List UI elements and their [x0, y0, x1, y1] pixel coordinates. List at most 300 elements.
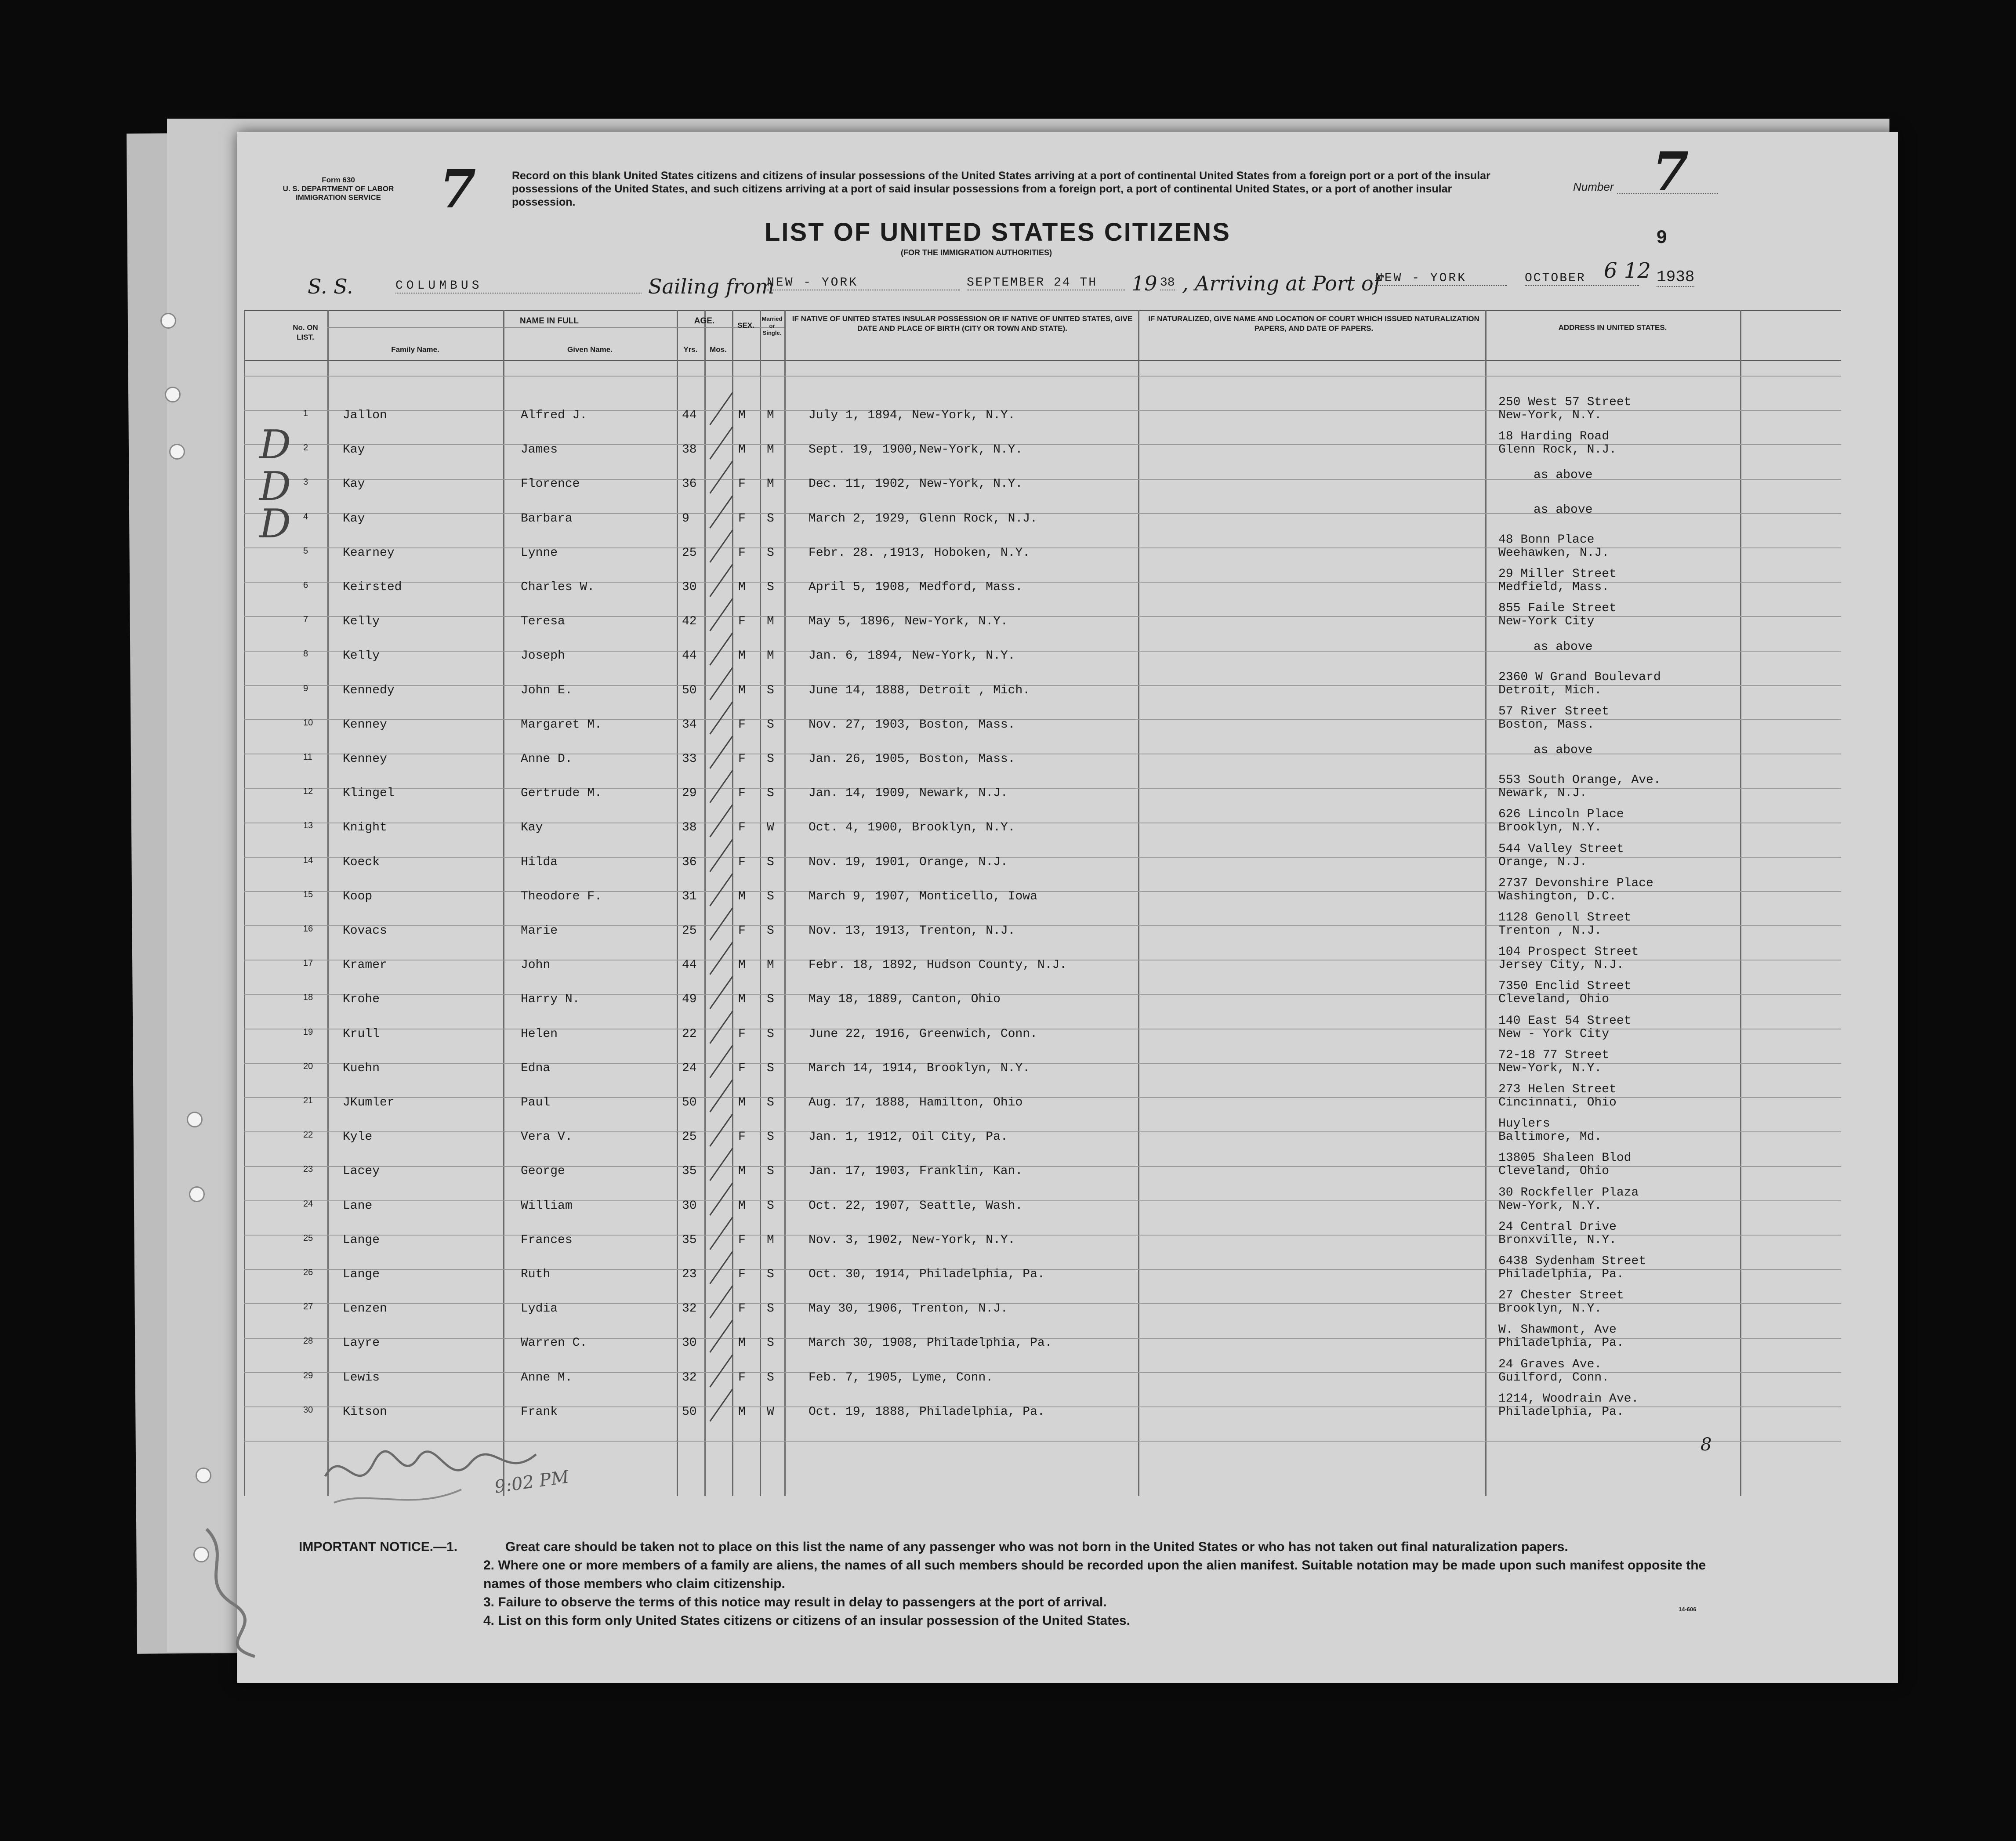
table-top-rule — [244, 310, 1841, 311]
inspector-signature — [316, 1437, 545, 1520]
address-line-1: 7350 Enclid Street — [1498, 979, 1632, 993]
sex: M — [738, 1336, 746, 1350]
sex: F — [738, 1268, 746, 1281]
family-name: Kay — [343, 443, 365, 457]
address-line-2: Philadelphia, Pa. — [1498, 1268, 1624, 1281]
address-line-2: Medfield, Mass. — [1498, 580, 1610, 594]
family-name: Kay — [343, 477, 365, 491]
sex: M — [738, 1096, 746, 1109]
row-rule — [244, 857, 1841, 858]
row-number: 7 — [303, 615, 308, 625]
sex: F — [738, 1233, 746, 1247]
given-name: John E. — [521, 683, 573, 697]
birth-date-place: Aug. 17, 1888, Hamilton, Ohio — [809, 1096, 1023, 1109]
age: 50 — [682, 683, 697, 697]
address-line-2: Baltimore, Md. — [1498, 1130, 1602, 1144]
address-line-1: 1214, Woodrain Ave. — [1498, 1392, 1639, 1406]
given-name: Gertrude M. — [521, 786, 602, 801]
family-name: Kelly — [343, 615, 380, 629]
subheader-rule — [327, 327, 784, 328]
marital-status: M — [767, 477, 774, 491]
given-name: Helen — [521, 1027, 558, 1041]
given-name: Alfred J. — [521, 409, 587, 422]
row-number: 18 — [303, 993, 313, 1003]
given-name: Charles W. — [521, 580, 595, 594]
row-number: 27 — [303, 1302, 313, 1312]
given-name: Anne D. — [521, 752, 573, 766]
sailing-from-label: Sailing from — [648, 275, 775, 298]
col-rule — [1740, 310, 1741, 1496]
birth-date-place: Nov. 3, 1902, New-York, N.Y. — [809, 1233, 1015, 1247]
col-rule — [1485, 310, 1487, 1496]
sex: F — [738, 786, 746, 801]
row-number: 9 — [303, 683, 308, 693]
marital-status: S — [767, 718, 774, 732]
family-name: Kelly — [343, 649, 380, 663]
marital-status: S — [767, 1061, 774, 1075]
family-name: Koop — [343, 889, 373, 903]
row-number: 13 — [303, 821, 313, 831]
given-name: Anne M. — [521, 1370, 573, 1384]
row-rule — [244, 651, 1841, 652]
sex: F — [738, 1302, 746, 1316]
notice-item-1: Great care should be taken not to place on this list the name of any passenger who was not born in the United States or who has not taken out final naturalization papers. — [505, 1540, 1568, 1554]
address-line-1: 250 West 57 Street — [1498, 395, 1632, 409]
birth-date-place: Oct. 30, 1914, Philadelphia, Pa. — [809, 1268, 1045, 1281]
age: 35 — [682, 1164, 697, 1178]
row-number: 23 — [303, 1164, 313, 1174]
address-line-1: 855 Faile Street — [1498, 602, 1617, 616]
age: 32 — [682, 1302, 697, 1316]
col-header-given-name: Given Name. — [567, 345, 613, 354]
age: 24 — [682, 1061, 697, 1075]
row-number: 21 — [303, 1096, 313, 1105]
birth-date-place: Jan. 17, 1903, Franklin, Kan. — [809, 1164, 1023, 1178]
ship-name: COLUMBUS — [395, 279, 642, 294]
marital-status: W — [767, 821, 774, 835]
given-name: Frances — [521, 1233, 573, 1247]
sailing-year: 38 — [1160, 276, 1175, 290]
birth-date-place: Nov. 19, 1901, Orange, N.J. — [809, 855, 1008, 869]
marital-status: S — [767, 1027, 774, 1041]
row-number: 19 — [303, 1027, 313, 1037]
col-header-naturalized: IF NATURALIZED, GIVE NAME AND LOCATION OF COURT WHICH ISSUED NATURALIZATION PAPERS, AND DATE OF PAPERS. — [1148, 315, 1479, 333]
sex: F — [738, 1370, 746, 1384]
birth-date-place: Oct. 19, 1888, Philadelphia, Pa. — [809, 1405, 1045, 1419]
sex: M — [738, 649, 746, 663]
col-rule — [677, 310, 678, 1496]
address-line-1: as above — [1534, 503, 1593, 517]
row-number: 29 — [303, 1370, 313, 1381]
given-name: Hilda — [521, 855, 558, 869]
age: 30 — [682, 580, 697, 594]
family-name: Kitson — [343, 1405, 387, 1419]
age: 38 — [682, 821, 697, 835]
address-line-2: Newark, N.J. — [1498, 786, 1587, 801]
family-name: Kramer — [343, 958, 387, 972]
birth-date-place: Sept. 19, 1900,New-York, N.Y. — [809, 443, 1023, 457]
marital-status: S — [767, 511, 774, 525]
marital-status: S — [767, 752, 774, 766]
marital-status: S — [767, 1268, 774, 1281]
birth-date-place: March 14, 1914, Brooklyn, N.Y. — [809, 1061, 1030, 1075]
form-id-block — [281, 176, 395, 202]
marital-status: M — [767, 1233, 774, 1247]
given-name: Florence — [521, 477, 580, 491]
col-rule — [784, 310, 786, 1496]
row-number: 8 — [303, 649, 308, 659]
family-name: Layre — [343, 1336, 380, 1350]
sex: F — [738, 718, 746, 732]
col-header-age: AGE. — [694, 316, 715, 326]
address-line-1: 24 Central Drive — [1498, 1220, 1617, 1234]
family-name: Kenney — [343, 718, 387, 732]
row-number: 28 — [303, 1336, 313, 1346]
birth-date-place: April 5, 1908, Medford, Mass. — [809, 580, 1023, 594]
notice-item-3: 3. Failure to observe the terms of this notice may result in delay to passengers at the port of arrival. — [483, 1595, 1107, 1609]
address-line-1: 30 Rockfeller Plaza — [1498, 1185, 1639, 1200]
address-line-2: Washington, D.C. — [1498, 889, 1617, 903]
birth-date-place: Jan. 14, 1909, Newark, N.J. — [809, 786, 1008, 801]
age: 30 — [682, 1199, 697, 1213]
address-line-1: 48 Bonn Place — [1498, 533, 1595, 547]
sailing-date: SEPTEMBER 24 TH — [967, 276, 1125, 290]
col-rule — [503, 310, 504, 1496]
given-name: George — [521, 1164, 565, 1178]
marital-status: S — [767, 683, 774, 697]
row-number: 22 — [303, 1130, 313, 1140]
family-name: Krohe — [343, 993, 380, 1007]
row-number: 14 — [303, 855, 313, 865]
row-number: 10 — [303, 718, 313, 728]
address-line-2: New - York City — [1498, 1027, 1610, 1041]
marital-status: S — [767, 1130, 774, 1144]
address-line-2: Philadelphia, Pa. — [1498, 1405, 1624, 1419]
address-line-2: Detroit, Mich. — [1498, 683, 1602, 697]
birth-date-place: March 9, 1907, Monticello, Iowa — [809, 889, 1037, 903]
sex: M — [738, 993, 746, 1007]
row-number: 16 — [303, 924, 313, 934]
corner-number: 8 — [1701, 1435, 1712, 1455]
address-line-2: Brooklyn, N.Y. — [1498, 1302, 1602, 1316]
sex: F — [738, 511, 746, 525]
row-number: 26 — [303, 1268, 313, 1277]
age: 36 — [682, 855, 697, 869]
header-bottom-rule — [244, 360, 1841, 361]
sex: F — [738, 821, 746, 835]
col-header-sex: SEX. — [737, 321, 754, 330]
family-name: Lange — [343, 1268, 380, 1281]
row-rule — [244, 513, 1841, 514]
marital-status: S — [767, 1370, 774, 1384]
sex: F — [738, 752, 746, 766]
family-name: Klingel — [343, 786, 395, 801]
col-rule — [760, 310, 761, 1496]
family-name: Kuehn — [343, 1061, 380, 1075]
given-name: Lydia — [521, 1302, 558, 1316]
birth-date-place: May 5, 1896, New-York, N.Y. — [809, 615, 1008, 629]
address-line-2: Orange, N.J. — [1498, 855, 1587, 869]
family-name: Keirsted — [343, 580, 402, 594]
row-rule — [244, 376, 1841, 377]
age: 33 — [682, 752, 697, 766]
birth-date-place: Oct. 22, 1907, Seattle, Wash. — [809, 1199, 1023, 1213]
service-name: IMMIGRATION SERVICE — [296, 193, 381, 202]
birth-date-place: Febr. 18, 1892, Hudson County, N.J. — [809, 958, 1067, 972]
address-line-2: Cleveland, Ohio — [1498, 993, 1610, 1007]
given-name: Vera V. — [521, 1130, 573, 1144]
family-name: Kearney — [343, 546, 395, 560]
arriving-port: NEW - YORK — [1375, 272, 1507, 286]
address-line-1: 27 Chester Street — [1498, 1289, 1624, 1303]
family-name: Kyle — [343, 1130, 373, 1144]
page-subtitle: (FOR THE IMMIGRATION AUTHORITIES) — [901, 248, 1052, 257]
col-header-no: No. ON LIST. — [293, 323, 318, 341]
sex: M — [738, 1199, 746, 1213]
row-number: 3 — [303, 477, 308, 487]
address-line-2: Cincinnati, Ohio — [1498, 1096, 1617, 1109]
given-name: Edna — [521, 1061, 551, 1075]
stamp-d: D — [259, 464, 291, 510]
family-name: Lewis — [343, 1370, 380, 1384]
birth-date-place: Oct. 4, 1900, Brooklyn, N.Y. — [809, 821, 1015, 835]
sex: F — [738, 855, 746, 869]
notice-item-4: 4. List on this form only United States citizens or citizens of an insular possession of the United States. — [483, 1613, 1130, 1628]
address-line-1: 2737 Devonshire Place — [1498, 876, 1653, 890]
signature-time: 9:02 PM — [493, 1467, 570, 1497]
family-name: Kennedy — [343, 683, 395, 697]
arriving-year: 1938 — [1657, 268, 1695, 286]
stamp-d: D — [259, 422, 291, 468]
age: 49 — [682, 993, 697, 1007]
age: 35 — [682, 1233, 697, 1247]
address-line-1: 140 East 54 Street — [1498, 1014, 1632, 1028]
age: 25 — [682, 1130, 697, 1144]
address-line-1: 72-18 77 Street — [1498, 1048, 1610, 1062]
form-number: Form 630 — [322, 176, 355, 184]
marital-status: S — [767, 924, 774, 938]
address-line-2: New-York City — [1498, 615, 1595, 629]
age: 29 — [682, 786, 697, 801]
marital-status: S — [767, 1199, 774, 1213]
sex: F — [738, 477, 746, 491]
birth-date-place: Nov. 27, 1903, Boston, Mass. — [809, 718, 1015, 732]
address-line-2: Brooklyn, N.Y. — [1498, 821, 1602, 835]
col-rule — [244, 310, 245, 1496]
marital-status: S — [767, 1096, 774, 1109]
address-line-2: Boston, Mass. — [1498, 718, 1595, 732]
marital-status: M — [767, 649, 774, 663]
sex: M — [738, 683, 746, 697]
sex: M — [738, 1405, 746, 1419]
birth-date-place: Jan. 1, 1912, Oil City, Pa. — [809, 1130, 1008, 1144]
given-name: William — [521, 1199, 573, 1213]
marital-status: M — [767, 958, 774, 972]
given-name: Kay — [521, 821, 543, 835]
address-line-2: New-York, N.Y. — [1498, 409, 1602, 422]
age: 25 — [682, 546, 697, 560]
notice-item-2: 2. Where one or more members of a family are aliens, the names of all such members should be recorded upon the alien manifest. Suitable notation may be made upon such manifest opposite the names of those members who claim citizenship. — [483, 1558, 1706, 1591]
family-name: Koeck — [343, 855, 380, 869]
ss-label: S. S. — [308, 275, 353, 298]
form-code: 14-606 — [1679, 1606, 1697, 1613]
address-line-1: as above — [1534, 743, 1593, 757]
given-name: Lynne — [521, 546, 558, 560]
address-line-1: 18 Harding Road — [1498, 430, 1610, 444]
sex: M — [738, 889, 746, 903]
sex: F — [738, 924, 746, 938]
row-rule — [244, 479, 1841, 480]
number-label: Number — [1573, 180, 1614, 193]
family-name: Kay — [343, 511, 365, 525]
sex: F — [738, 1061, 746, 1075]
given-name: John — [521, 958, 551, 972]
row-number: 17 — [303, 958, 313, 968]
marital-status: S — [767, 1302, 774, 1316]
address-line-1: 57 River Street — [1498, 704, 1610, 718]
age: 44 — [682, 958, 697, 972]
given-name: Warren C. — [521, 1336, 587, 1350]
marital-status: M — [767, 615, 774, 629]
page-mark: 9 — [1657, 226, 1667, 247]
age: 32 — [682, 1370, 697, 1384]
address-line-1: 273 Helen Street — [1498, 1083, 1617, 1096]
marital-status: S — [767, 580, 774, 594]
address-line-1: as above — [1534, 640, 1593, 654]
birth-date-place: June 14, 1888, Detroit , Mich. — [809, 683, 1030, 697]
family-name: JKumler — [343, 1096, 395, 1109]
row-number: 4 — [303, 511, 308, 522]
address-line-1: 13805 Shaleen Blod — [1498, 1151, 1632, 1165]
birth-date-place: Jan. 6, 1894, New-York, N.Y. — [809, 649, 1015, 663]
address-line-1: 104 Prospect Street — [1498, 945, 1639, 959]
age: 22 — [682, 1027, 697, 1041]
address-line-2: Jersey City, N.J. — [1498, 958, 1624, 972]
age: 42 — [682, 615, 697, 629]
col-header-yrs: Yrs. — [683, 345, 698, 354]
birth-date-place: June 22, 1916, Greenwich, Conn. — [809, 1027, 1037, 1041]
sex: F — [738, 615, 746, 629]
birth-date-place: Jan. 26, 1905, Boston, Mass. — [809, 752, 1015, 766]
address-line-1: 626 Lincoln Place — [1498, 808, 1624, 822]
address-line-2: New-York, N.Y. — [1498, 1199, 1602, 1213]
sailing-from-port: NEW - YORK — [767, 276, 960, 290]
given-name: Harry N. — [521, 993, 580, 1007]
birth-date-place: Feb. 7, 1905, Lyme, Conn. — [809, 1370, 993, 1384]
row-number: 12 — [303, 786, 313, 797]
given-name: Frank — [521, 1405, 558, 1419]
address-line-2: Guilford, Conn. — [1498, 1370, 1610, 1384]
row-number: 2 — [303, 443, 308, 453]
col-rule — [732, 310, 733, 1496]
marital-status: S — [767, 889, 774, 903]
address-line-1: 553 South Orange, Ave. — [1498, 773, 1661, 787]
family-name: Kovacs — [343, 924, 387, 938]
family-name: Lenzen — [343, 1302, 387, 1316]
row-number: 30 — [303, 1405, 313, 1415]
age: 25 — [682, 924, 697, 938]
age: 30 — [682, 1336, 697, 1350]
address-line-1: 2360 W Grand Boulevard — [1498, 670, 1661, 684]
age: 36 — [682, 477, 697, 491]
given-name: Theodore F. — [521, 889, 602, 903]
sex: M — [738, 443, 746, 457]
col-rule — [327, 310, 329, 1496]
birth-date-place: May 30, 1906, Trenton, N.J. — [809, 1302, 1008, 1316]
family-name: Jallon — [343, 409, 387, 422]
family-name: Lacey — [343, 1164, 380, 1178]
birth-date-place: March 2, 1929, Glenn Rock, N.J. — [809, 511, 1037, 525]
arriving-label: , Arriving at Port of — [1182, 272, 1381, 295]
age: 9 — [682, 511, 689, 525]
notice-heading: IMPORTANT NOTICE.—1. — [299, 1540, 458, 1554]
family-name: Knight — [343, 821, 387, 835]
row-number: 11 — [303, 752, 312, 762]
age: 38 — [682, 443, 697, 457]
sex: F — [738, 1027, 746, 1041]
form-instructions: Record on this blank United States citizens and citizens of insular possessions of the United States arriving at a port of continental United States from a foreign port or a port of the insular possessions of the United States, and such citizens arriving at a port of said insular possessions from a foreign port, a port of continental United States, or a port of another insular possession. — [512, 170, 1490, 208]
age: 23 — [682, 1268, 697, 1281]
marital-status: S — [767, 1164, 774, 1178]
punch-hole — [165, 387, 181, 402]
number-underline — [1617, 193, 1718, 194]
number-value: 7 — [1652, 141, 1689, 203]
address-line-2: Weehawken, N.J. — [1498, 546, 1610, 560]
row-number: 20 — [303, 1061, 313, 1071]
row-rule — [244, 719, 1841, 720]
given-name: Joseph — [521, 649, 565, 663]
address-line-2: New-York, N.Y. — [1498, 1061, 1602, 1075]
address-line-2: Bronxville, N.Y. — [1498, 1233, 1617, 1247]
address-line-2: Glenn Rock, N.J. — [1498, 443, 1617, 457]
margin-scribble — [193, 1520, 268, 1665]
marital-status: M — [767, 443, 774, 457]
arriving-month: OCTOBER — [1525, 272, 1639, 286]
given-name: James — [521, 443, 558, 457]
stamp-d: D — [259, 501, 291, 547]
birth-date-place: July 1, 1894, New-York, N.Y. — [809, 409, 1015, 422]
birth-date-place: May 18, 1889, Canton, Ohio — [809, 993, 1001, 1007]
col-header-mos: Mos. — [710, 345, 727, 354]
marital-status: S — [767, 546, 774, 560]
age: 31 — [682, 889, 697, 903]
row-number: 5 — [303, 546, 308, 556]
col-header-married-single: Married or Single. — [761, 315, 783, 336]
given-name: Barbara — [521, 511, 573, 525]
sex: M — [738, 409, 746, 422]
col-header-address: ADDRESS IN UNITED STATES. — [1558, 323, 1667, 332]
punch-hole — [187, 1112, 203, 1127]
row-number: 15 — [303, 889, 313, 899]
col-rule — [1138, 310, 1139, 1496]
address-line-1: as above — [1534, 468, 1593, 482]
sex: F — [738, 546, 746, 560]
row-number: 1 — [303, 409, 308, 418]
address-line-1: W. Shawmont, Ave — [1498, 1323, 1617, 1337]
row-number: 6 — [303, 580, 308, 590]
address-line-1: 29 Miller Street — [1498, 567, 1617, 581]
department-name: U. S. DEPARTMENT OF LABOR — [283, 185, 394, 193]
sex: M — [738, 958, 746, 972]
address-line-2: Cleveland, Ohio — [1498, 1164, 1610, 1178]
address-line-2: Trenton , N.J. — [1498, 924, 1602, 938]
punch-hole — [196, 1468, 211, 1483]
birth-date-place: March 30, 1908, Philadelphia, Pa. — [809, 1336, 1052, 1350]
address-line-1: 24 Graves Ave. — [1498, 1357, 1602, 1371]
address-line-1: Huylers — [1498, 1117, 1550, 1131]
punch-hole — [189, 1186, 205, 1202]
birth-date-place: Nov. 13, 1913, Trenton, N.J. — [809, 924, 1015, 938]
